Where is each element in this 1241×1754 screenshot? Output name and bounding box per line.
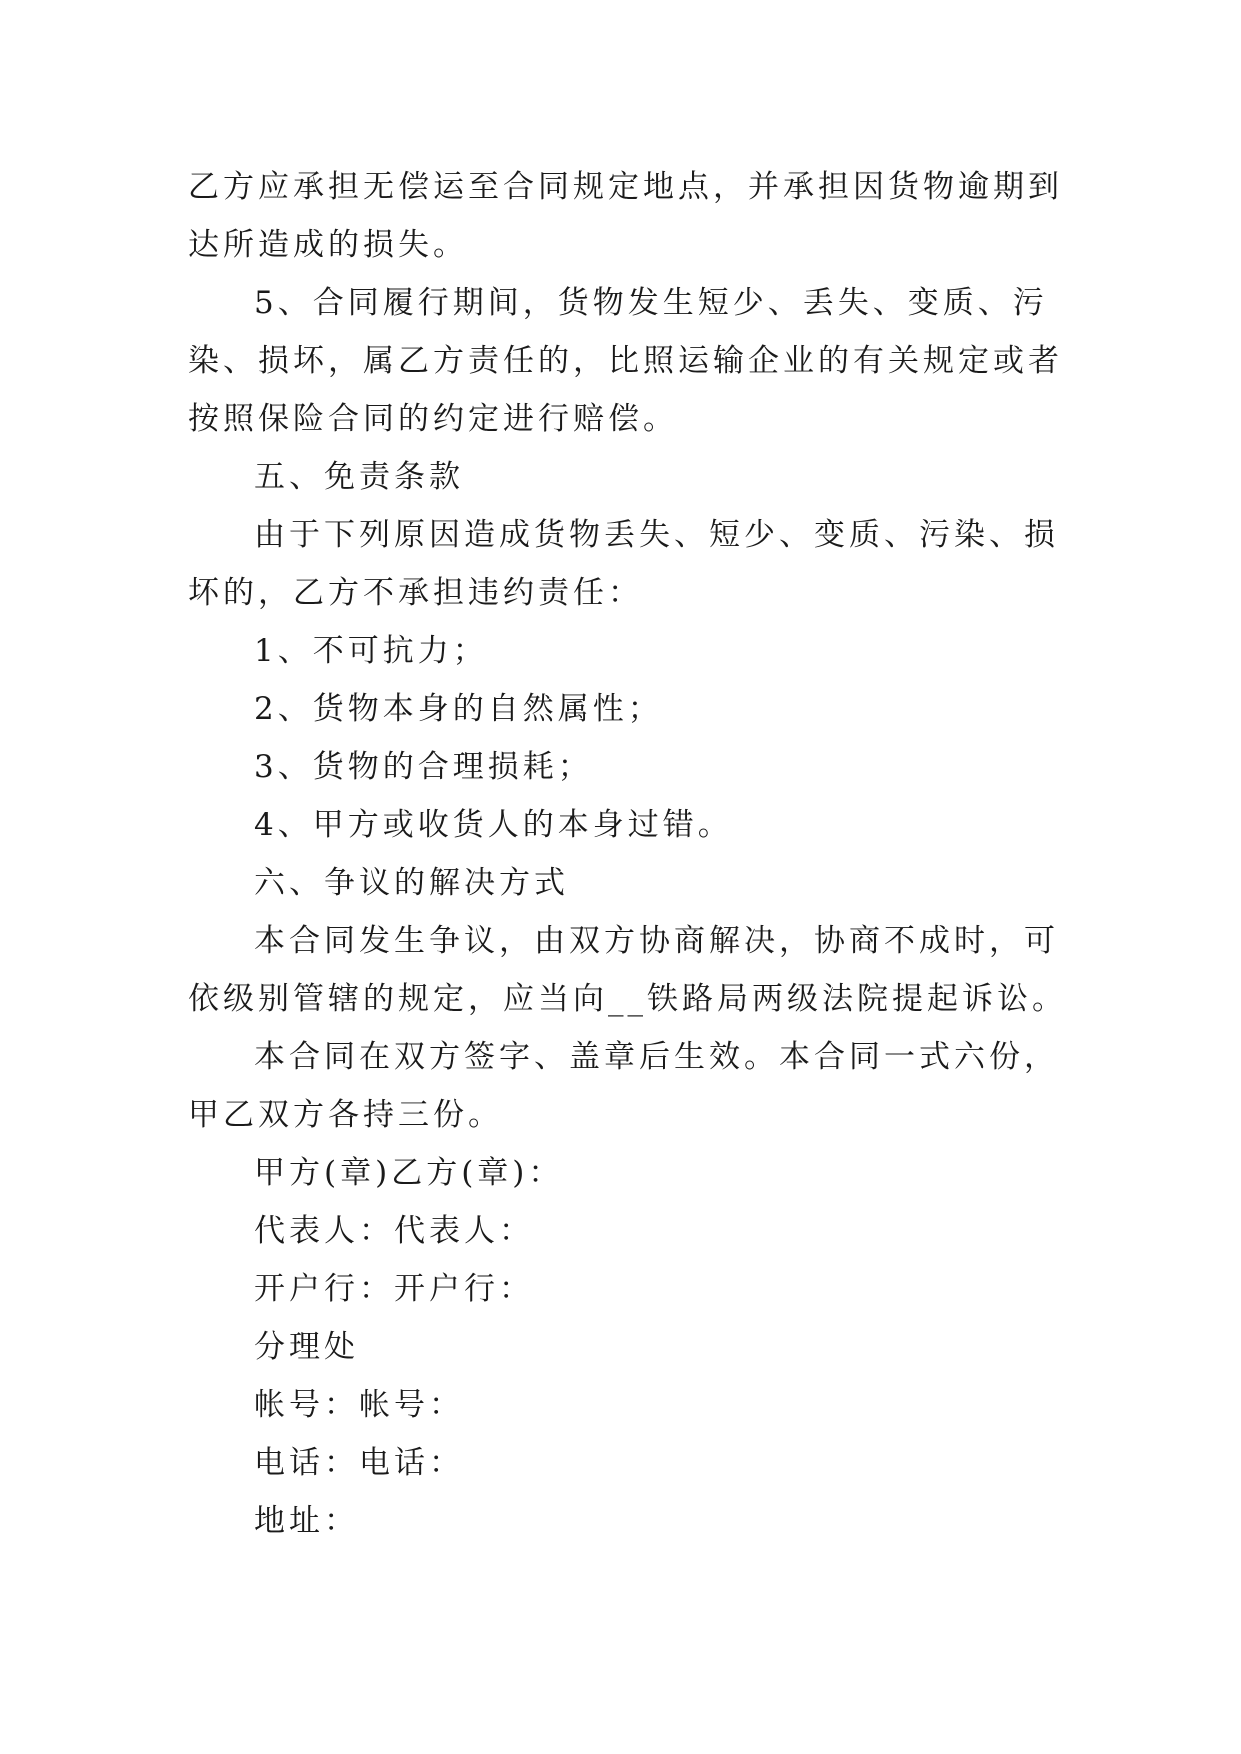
signature-bank-line: 开户行：开户行： <box>254 1271 534 1307</box>
paragraph-effectiveness: 本合同在双方签字、盖章后生效。本合同一式六份，甲乙双方各持三份。 <box>188 1039 1059 1133</box>
signature-phone-line: 电话：电话： <box>254 1445 464 1481</box>
signature-account-line: 帐号：帐号： <box>254 1387 464 1423</box>
paragraph-dispute-resolution: 本合同发生争议，由双方协商解决，协商不成时，可依级别管辖的规定，应当向__铁路局两级法院提起诉讼。 <box>188 923 1067 1017</box>
signature-representative-line: 代表人：代表人： <box>254 1213 534 1249</box>
list-item-force-majeure: 1、不可抗力； <box>254 633 488 669</box>
signature-branch-line: 分理处 <box>254 1329 359 1365</box>
paragraph-clause-5: 5、合同履行期间，货物发生短少、丢失、变质、污染、损坏，属乙方责任的，比照运输企业的有关规定或者按照保险合同的约定进行赔偿。 <box>188 285 1063 437</box>
paragraph-exemption-intro: 由于下列原因造成货物丢失、短少、变质、污染、损坏的，乙方不承担违约责任： <box>188 517 1059 611</box>
section-heading-dispute: 六、争议的解决方式 <box>254 865 569 901</box>
signature-seal-line: 甲方(章)乙方(章)： <box>254 1155 564 1191</box>
list-item-natural-property: 2、货物本身的自然属性； <box>254 691 663 727</box>
list-item-party-fault: 4、甲方或收货人的本身过错。 <box>254 807 733 843</box>
section-heading-exemption: 五、免责条款 <box>254 459 464 495</box>
list-item-reasonable-loss: 3、货物的合理损耗； <box>254 749 593 785</box>
paragraph-delay-liability: 乙方应承担无偿运至合同规定地点，并承担因货物逾期到达所造成的损失。 <box>188 169 1063 263</box>
signature-address-line: 地址： <box>254 1503 359 1539</box>
document-body <box>188 158 1068 1550</box>
